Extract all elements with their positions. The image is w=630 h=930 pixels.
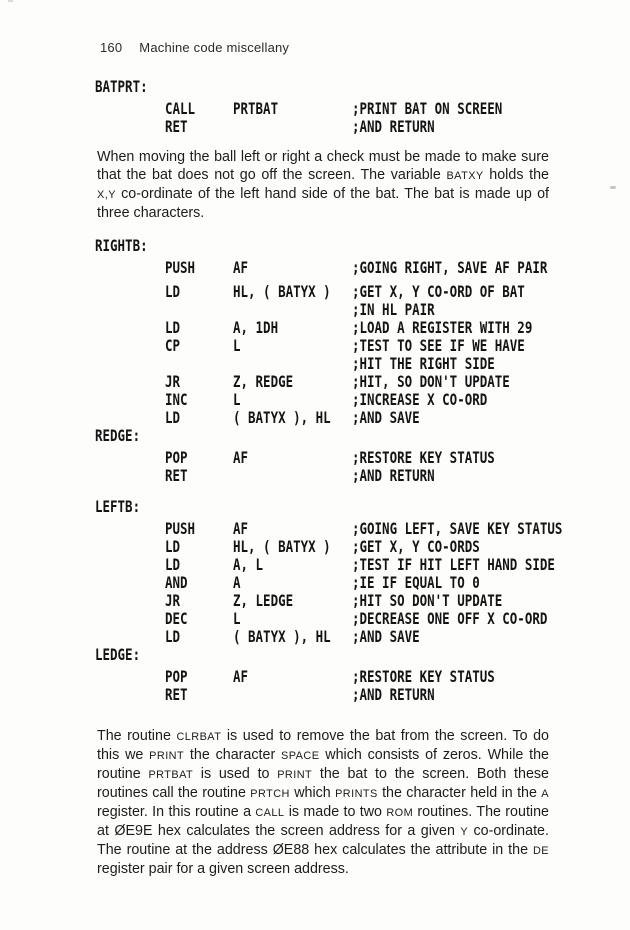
code-mnemonic: LD [165, 282, 181, 301]
text-segment: co-ordinate. The routine at the address ØE88 hex calculates the attribute in the [97, 823, 549, 858]
code-mnemonic: LD [165, 408, 181, 427]
code-label: BATPRT: [95, 77, 148, 96]
text-segment: register pair for a given screen address. [97, 861, 349, 877]
smallcaps-term: CALL [255, 807, 285, 819]
code-mnemonic: INC [165, 390, 188, 409]
text-segment: is made to two [284, 804, 387, 820]
smallcaps-term: X,Y [97, 189, 116, 201]
code-line [95, 259, 627, 277]
smallcaps-term: PRTBAT [148, 769, 194, 781]
code-label: RIGHTB: [95, 236, 148, 255]
smallcaps-term: DE [532, 845, 549, 857]
code-operand: L [233, 609, 241, 628]
code-line [95, 592, 627, 610]
code-operand: A, 1DH [233, 318, 279, 337]
code-line [95, 538, 627, 556]
code-line [95, 100, 627, 118]
code-operand: AF [233, 667, 249, 686]
code-mnemonic: LD [165, 555, 181, 574]
code-operand: A [233, 573, 241, 592]
code-line [95, 283, 627, 301]
text-segment: is used to [193, 766, 278, 782]
code-comment: ;TEST IF HIT LEFT HAND SIDE [352, 555, 555, 574]
code-comment: ;HIT SO DON'T UPDATE [352, 591, 503, 610]
page-title: Machine code miscellany [139, 40, 290, 55]
code-line [95, 628, 627, 646]
code-comment: ;HIT THE RIGHT SIDE [352, 354, 495, 373]
code-mnemonic: LD [165, 318, 181, 337]
page-number: 160 [100, 40, 123, 55]
text-segment: which [289, 785, 336, 801]
smallcaps-term: A [541, 788, 549, 800]
code-label: REDGE: [95, 426, 141, 445]
code-operand: AF [233, 258, 249, 277]
code-operand: HL, ( BATYX ) [233, 537, 331, 556]
code-comment: ;RESTORE KEY STATUS [352, 448, 495, 467]
code-comment: ;TEST TO SEE IF WE HAVE [352, 336, 525, 355]
code-operand: HL, ( BATYX ) [233, 282, 331, 301]
code-operand: Z, LEDGE [233, 591, 294, 610]
text-segment: the bat to the screen. Both these routines call the routine [97, 766, 549, 801]
smallcaps-term: PRINTS [335, 788, 378, 800]
smallcaps-term: CLRBAT [176, 731, 222, 743]
code-comment: ;GOING LEFT, SAVE KEY STATUS [352, 519, 563, 538]
text-segment: routines. The routine at ØE9E hex calculates the screen address for a given [97, 804, 550, 839]
text-segment: The routine [97, 728, 177, 744]
text-segment: the character held in the [377, 785, 542, 801]
code-line [95, 427, 627, 445]
code-line [95, 498, 627, 516]
code-operand: PRTBAT [233, 99, 279, 118]
code-comment: ;INCREASE X CO-ORD [352, 390, 488, 409]
code-line [95, 237, 627, 255]
scan-mark [8, 0, 13, 2]
code-comment: ;HIT, SO DON'T UPDATE [352, 372, 510, 391]
code-comment: ;GET X, Y CO-ORD OF BAT [352, 282, 525, 301]
code-comment: ;LOAD A REGISTER WITH 29 [352, 318, 533, 337]
code-block-leftb-ledge [95, 498, 627, 704]
code-line [95, 574, 627, 592]
code-operand: AF [233, 448, 249, 467]
code-comment: ;DECREASE ONE OFF X CO-ORD [352, 609, 548, 628]
code-line [95, 391, 627, 409]
code-operand: ( BATYX ), HL [233, 627, 331, 646]
smallcaps-term: ROM [386, 807, 414, 819]
code-block-rightb-redge [95, 237, 627, 485]
smallcaps-term: PRTCH [250, 788, 290, 800]
code-label: LEDGE: [95, 645, 141, 664]
code-comment: ;GOING RIGHT, SAVE AF PAIR [352, 258, 548, 277]
code-line [95, 355, 627, 373]
text-segment: is used to remove the bat from the screen. To do this we [97, 728, 549, 763]
body-paragraph-2 [97, 727, 549, 878]
code-mnemonic: PUSH [165, 519, 196, 538]
code-mnemonic: RET [165, 466, 188, 485]
code-mnemonic: RET [165, 685, 188, 704]
code-mnemonic: AND [165, 573, 188, 592]
code-operand: A, L [233, 555, 264, 574]
code-operand: Z, REDGE [233, 372, 294, 391]
code-line [95, 118, 627, 136]
code-block-batprt [95, 78, 627, 136]
code-line [95, 373, 627, 391]
text-segment: which consists of zeros. While the routine [97, 747, 550, 782]
text-segment: register. In this routine a [97, 804, 256, 820]
code-comment: ;AND RETURN [352, 466, 435, 485]
smallcaps-term: Y [460, 826, 469, 838]
code-line [95, 409, 627, 427]
code-label: LEFTB: [95, 497, 141, 516]
code-line [95, 449, 627, 467]
code-line [95, 337, 627, 355]
code-operand: AF [233, 519, 249, 538]
code-mnemonic: LD [165, 627, 181, 646]
code-comment: ;IN HL PAIR [352, 300, 435, 319]
code-comment: ;PRINT BAT ON SCREEN [352, 99, 503, 118]
text-segment: holds the [483, 167, 549, 183]
body-paragraph-1 [97, 148, 549, 222]
code-mnemonic: POP [165, 667, 188, 686]
code-mnemonic: JR [165, 591, 181, 610]
code-operand: L [233, 390, 241, 409]
code-mnemonic: LD [165, 537, 181, 556]
code-line [95, 646, 627, 664]
code-mnemonic: JR [165, 372, 181, 391]
code-line [95, 610, 627, 628]
code-operand: L [233, 336, 241, 355]
smallcaps-term: PRINT [149, 750, 185, 762]
running-head [100, 40, 289, 55]
code-mnemonic: RET [165, 117, 188, 136]
code-comment: ;IE IF EQUAL TO 0 [352, 573, 480, 592]
code-comment: ;AND RETURN [352, 685, 435, 704]
code-comment: ;GET X, Y CO-ORDS [352, 537, 480, 556]
code-line [95, 686, 627, 704]
code-mnemonic: PUSH [165, 258, 196, 277]
text-segment: the character [184, 747, 282, 763]
code-line [95, 668, 627, 686]
code-mnemonic: CP [165, 336, 181, 355]
code-line [95, 301, 627, 319]
smallcaps-term: BATXY [446, 170, 484, 182]
code-mnemonic: DEC [165, 609, 188, 628]
scan-mark [610, 186, 616, 189]
code-comment: ;RESTORE KEY STATUS [352, 667, 495, 686]
code-comment: ;AND RETURN [352, 117, 435, 136]
code-line [95, 467, 627, 485]
text-segment: co-ordinate of the left hand side of the bat. The bat is made up of three characters. [97, 186, 549, 221]
code-line [95, 78, 627, 96]
code-mnemonic: CALL [165, 99, 196, 118]
code-line [95, 319, 627, 337]
smallcaps-term: PRINT [277, 769, 313, 781]
text-segment: When moving the ball left or right a check must be made to make sure that the bat does not go off the screen. The variable [97, 149, 549, 183]
smallcaps-term: SPACE [281, 750, 320, 762]
code-comment: ;AND SAVE [352, 627, 420, 646]
code-operand: ( BATYX ), HL [233, 408, 331, 427]
code-mnemonic: POP [165, 448, 188, 467]
code-comment: ;AND SAVE [352, 408, 420, 427]
code-line [95, 520, 627, 538]
code-line [95, 556, 627, 574]
